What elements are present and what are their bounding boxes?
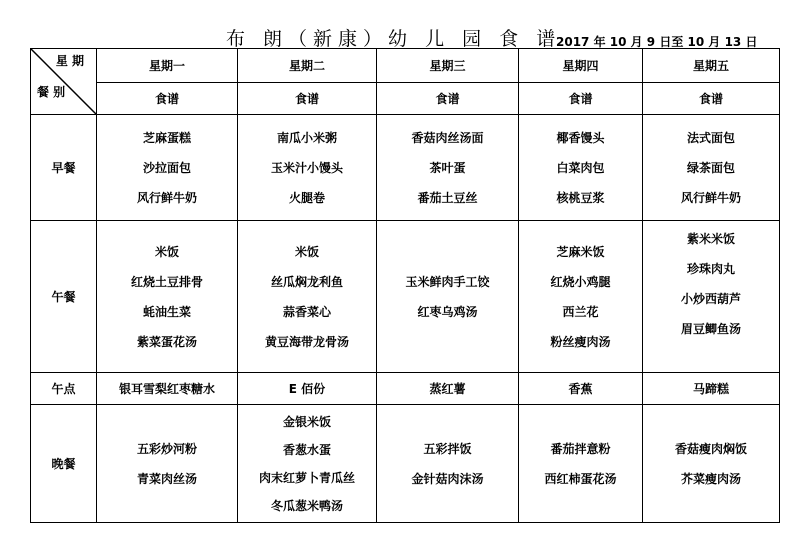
snack-mon-cell: 银耳雪梨红枣糖水: [97, 373, 238, 405]
meal-label-dinner: 晚餐: [31, 405, 97, 523]
dish-item: 白菜肉包: [556, 160, 605, 175]
menu-table: [30, 48, 780, 523]
lunch-tue-cell: [238, 221, 377, 373]
lunch-mon-cell: [97, 221, 238, 373]
dish-item: 沙拉面包: [142, 160, 191, 175]
dish-item: 香葱水蛋: [282, 442, 331, 457]
recipe-subheader-row: [31, 83, 780, 115]
dish-item: 冬瓜葱米鸭汤: [270, 498, 343, 513]
dish-item: 丝瓜焖龙利鱼: [270, 274, 343, 289]
recipe-label: 食谱: [377, 83, 519, 115]
snack-thu-cell: 香蕉: [519, 373, 643, 405]
dish-item: 芝麻蛋糕: [142, 130, 191, 145]
dish-item: 蒜香菜心: [282, 304, 331, 319]
dish-item: 玉米鲜肉手工饺: [405, 274, 490, 289]
dish-item: 红烧土豆排骨: [130, 274, 203, 289]
day-header-row: [31, 49, 780, 83]
page-title: 布 朗（新康）幼 儿 园 食 谱: [226, 28, 562, 50]
dish-item: 茶叶蛋: [429, 160, 466, 175]
recipe-label: 食谱: [643, 83, 780, 115]
dish-item: 火腿卷: [288, 190, 325, 205]
dish-item: 西红柿蛋花汤: [544, 471, 617, 486]
snack-wed-cell: 蒸红薯: [377, 373, 519, 405]
dish-item: 金针菇肉沫汤: [411, 471, 484, 486]
dish-item: 椰香馒头: [556, 130, 605, 145]
breakfast-row: [31, 115, 780, 221]
dinner-tue-cell: [238, 405, 377, 523]
breakfast-fri-cell: [643, 115, 780, 221]
lunch-row: [31, 221, 780, 373]
dish-item: 番茄土豆丝: [417, 190, 478, 205]
meal-label-breakfast: 早餐: [31, 115, 97, 221]
meal-label-lunch: 午餐: [31, 221, 97, 373]
day-header-thu: 星期四: [519, 49, 643, 83]
dish-item: 芥菜瘦肉汤: [680, 471, 741, 486]
corner-left-label: 餐 别: [37, 85, 66, 99]
dish-item: 五彩拌饭: [423, 441, 472, 456]
dish-item: 紫米米饭: [686, 232, 735, 246]
dish-item: 风行鲜牛奶: [136, 190, 197, 205]
dish-item: 红烧小鸡腿: [550, 274, 611, 289]
lunch-fri-cell: [643, 221, 780, 373]
day-header-fri: 星期五: [643, 49, 780, 83]
breakfast-wed-cell: [377, 115, 519, 221]
day-header-wed: 星期三: [377, 49, 519, 83]
snack-row: [31, 373, 780, 405]
meal-label-snack: 午点: [31, 373, 97, 405]
snack-tue-cell: E 佰份: [238, 373, 377, 405]
dish-item: 红枣乌鸡汤: [417, 304, 478, 319]
dish-item: 青菜肉丝汤: [136, 471, 197, 486]
dish-item: 风行鲜牛奶: [680, 190, 741, 205]
day-header-tue: 星期二: [238, 49, 377, 83]
dish-item: 小炒西葫芦: [680, 292, 741, 306]
dish-item: 香菇肉丝汤面: [411, 130, 484, 145]
dinner-wed-cell: [377, 405, 519, 523]
corner-top-label: 星 期: [55, 54, 84, 68]
dish-item: 法式面包: [686, 130, 735, 145]
recipe-label: 食谱: [519, 83, 643, 115]
dish-item: 西兰花: [562, 304, 599, 319]
dinner-fri-cell: [643, 405, 780, 523]
corner-header-cell: [31, 49, 97, 115]
dinner-thu-cell: [519, 405, 643, 523]
breakfast-thu-cell: [519, 115, 643, 221]
dish-item: 五彩炒河粉: [136, 441, 197, 456]
lunch-wed-cell: [377, 221, 519, 373]
recipe-label: 食谱: [238, 83, 377, 115]
dinner-mon-cell: [97, 405, 238, 523]
dish-item: 米饭: [154, 244, 179, 259]
date-range: 2017 年 10 月 9 日至 10 月 13 日: [556, 35, 758, 49]
dish-item: 玉米汁小馒头: [270, 160, 343, 175]
dish-item: 绿茶面包: [686, 160, 735, 175]
dish-item: 粉丝瘦肉汤: [550, 334, 611, 349]
dish-item: 香菇瘦肉焖饭: [674, 441, 747, 456]
dish-item: 芝麻米饭: [556, 244, 605, 259]
recipe-label: 食谱: [97, 83, 238, 115]
dish-item: 南瓜小米粥: [276, 130, 337, 145]
day-header-mon: 星期一: [97, 49, 238, 83]
dish-item: 眉豆鲫鱼汤: [680, 322, 741, 336]
dish-item: 黄豆海带龙骨汤: [264, 334, 349, 349]
dinner-row: [31, 405, 780, 523]
dish-item: 珍珠肉丸: [686, 262, 735, 276]
dish-item: 蚝油生菜: [142, 304, 191, 319]
dish-item: 核桃豆浆: [556, 190, 605, 205]
dish-item: 金银米饭: [282, 414, 331, 429]
dish-item: 肉末红萝卜青瓜丝: [258, 470, 355, 485]
dish-item: 番茄拌意粉: [550, 441, 611, 456]
breakfast-tue-cell: [238, 115, 377, 221]
lunch-thu-cell: [519, 221, 643, 373]
snack-fri-cell: 马蹄糕: [643, 373, 780, 405]
dish-item: 紫菜蛋花汤: [136, 334, 197, 349]
dish-item: 米饭: [294, 244, 319, 259]
breakfast-mon-cell: [97, 115, 238, 221]
